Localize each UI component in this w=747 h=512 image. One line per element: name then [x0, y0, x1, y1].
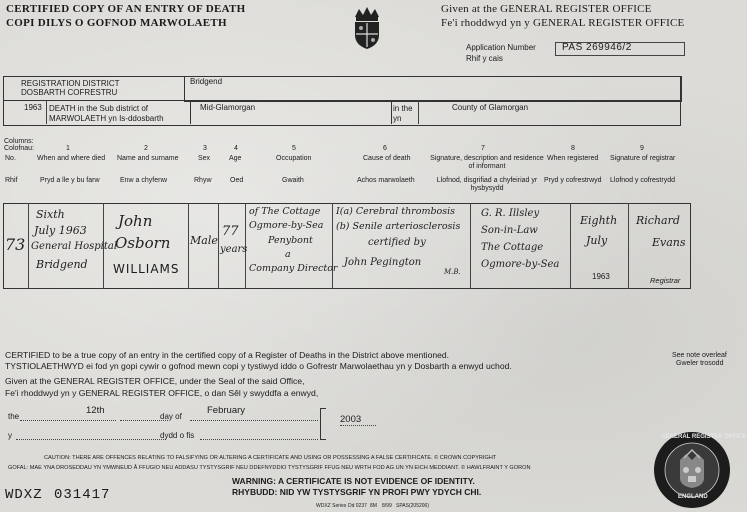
col-7-header-cy: Llofnod, disgrifiad a chyfeiriad yr hysbysydd — [436, 177, 538, 192]
title-english: CERTIFIED COPY OF AN ENTRY OF DEATH — [6, 3, 246, 15]
office-english: Given at the GENERAL REGISTER OFFICE — [441, 3, 652, 15]
warning-english: WARNING: A CERTIFICATE IS NOT EVIDENCE OF IDENTITY. — [232, 476, 475, 486]
entry-middle-name: Osborn — [115, 234, 171, 252]
col-1-header-en: When and where died — [37, 155, 106, 162]
col-8-header-cy: Pryd y cofrestrwyd — [544, 177, 602, 184]
col-5-number: 5 — [292, 145, 296, 152]
entry-cause-line2: (b) Senile arteriosclerosis — [336, 221, 461, 232]
divider — [46, 101, 47, 124]
title-welsh: COPI DILYS O GOFNOD MARWOLAETH — [6, 17, 227, 29]
divider — [332, 203, 333, 289]
entry-age: 77 — [222, 224, 239, 239]
serial-prefix: WDXZ — [5, 487, 43, 503]
divider — [470, 203, 471, 289]
col-5-header-cy: Gwaith — [282, 177, 304, 184]
entry-surname: WILLIAMS — [113, 262, 180, 276]
entry-informant-line1: G. R. Illsley — [481, 208, 540, 219]
series-code: WDXZ Series — [316, 503, 347, 509]
y-label: y — [8, 431, 12, 440]
entry-registered-line3: 1963 — [592, 272, 610, 281]
certified-welsh: TYSTIOLAETHWYD ei fod yn gopi cywir o gofnod mewn copi y tystiwyd iddo o Gofrestr Marwolaethau yn y Dosbarth a enwyd uchod. — [5, 361, 512, 371]
divider — [188, 203, 189, 289]
no-header-cy: Rhif — [5, 177, 18, 184]
seal-statement-cy: Fe'i rhoddwyd yn y GENERAL REGISTER OFFICE, o dan Sêl y swyddfa a enwyd, — [5, 388, 319, 398]
col-5-header-en: Occupation — [276, 155, 312, 162]
app-number-label-en: Application Number — [466, 43, 536, 52]
in-the-label-en: in the — [393, 104, 413, 113]
district-value-box — [184, 76, 682, 102]
county-value: County of Glamorgan — [452, 103, 529, 112]
caution-welsh: GOFAL: MAE YNA DROSEDDAU YN YMWNEUD Â FFUGIO NEU ADDASU TYSTYSGRIF NEU DDEFNYDDIO TYSTYSGRIF FFUG NEU WRTH FOD AG UN YN EICH MEDDIANT. © HAWLFRAINT Y GORON — [8, 465, 531, 471]
subdistrict-value: Mid-Glamorgan — [200, 103, 256, 112]
caution-english: CAUTION: THERE ARE OFFENCES RELATING TO FALSIFYING OR ALTERING A CERTIFICATE AND USING OR POSSESSING A FALSE CERTIFICATE. © CROWN COPYRIGHT — [44, 455, 497, 461]
office-welsh: Fe'i rhoddwyd yn y GENERAL REGISTER OFFICE — [441, 17, 685, 29]
app-number: PAS 269946/2 — [562, 42, 632, 53]
seal-statement-en: Given at the GENERAL REGISTER OFFICE, under the Seal of the said Office, — [5, 376, 305, 386]
certified-english: CERTIFIED to be a true copy of an entry in the certified copy of a Register of Deaths in the District above mentioned. — [5, 350, 450, 360]
dotted-line — [16, 439, 166, 441]
col-8-header-en: When registered — [547, 155, 599, 162]
dydd-label: dydd o fis — [160, 431, 195, 440]
warning-welsh: RHYBUDD: NID YW TYSTYSGRIF YN PROFI PWY YDYCH CHI. — [232, 487, 482, 497]
cert-year: 2003 — [340, 414, 362, 425]
col-6-number: 6 — [383, 145, 387, 152]
entry-occupation-line4: a — [285, 249, 291, 260]
dotted-line — [190, 420, 318, 422]
entry-cause-line5: M.B. — [444, 268, 461, 276]
col-9-header-cy: Llofnod y cofrestrydd — [610, 177, 675, 184]
col-7-header-en: Signature, description and residence of informant — [430, 155, 544, 170]
divider — [418, 101, 419, 124]
columns-label-en: Columns: — [4, 138, 34, 145]
entry-registrar-title: Registrar — [650, 276, 681, 285]
the-label: the — [8, 412, 20, 421]
entry-cause-line1: I(a) Cerebral thrombosis — [336, 206, 456, 217]
divider — [628, 203, 629, 289]
day-of-label: day of — [160, 412, 182, 421]
col-1-number: 1 — [66, 145, 70, 152]
entry-occupation-line3: Penybont — [268, 235, 313, 246]
entry-when-line1: Sixth — [36, 208, 65, 221]
col-2-header-cy: Enw a chyfenw — [120, 177, 168, 184]
divider — [218, 203, 219, 289]
col-2-number: 2 — [144, 145, 148, 152]
col-6-header-cy: Achos marwolaeth — [357, 177, 415, 184]
entry-forename: John — [118, 212, 153, 230]
entry-informant-line2: Son-in-Law — [481, 225, 538, 236]
entry-registered-line2: July — [586, 234, 608, 247]
col-3-header-cy: Rhyw — [194, 177, 212, 184]
entry-occupation-line5: Company Director — [249, 263, 338, 274]
cert-day: 12th — [86, 405, 105, 416]
entry-informant-line4: Ogmore-by-Sea — [481, 259, 560, 270]
entry-registrar-line1: Richard — [636, 214, 680, 227]
entry-when-line4: Bridgend — [36, 258, 88, 271]
col-3-header-en: Sex — [198, 155, 211, 162]
col-9-header-en: Signature of registrar — [610, 155, 676, 162]
no-header-en: No. — [5, 155, 16, 162]
entry-occupation-line1: of The Cottage — [249, 206, 321, 217]
app-number-label-cy: Rhif y cais — [466, 54, 503, 63]
cert-month: February — [207, 405, 246, 416]
col-1-header-cy: Pryd a lle y bu farw — [40, 177, 100, 184]
entry-occupation-line2: Ogmore-by-Sea — [249, 220, 324, 231]
year-bracket — [320, 408, 326, 440]
col-8-number: 8 — [571, 145, 575, 152]
entry-registrar-line2: Evans — [652, 236, 686, 249]
col-2-header-en: Name and surname — [117, 155, 179, 162]
col-3-number: 3 — [203, 145, 207, 152]
entry-sex: Male — [190, 234, 218, 247]
overleaf-note-en: See note overleaf — [672, 352, 727, 359]
district-label-cy: DOSBARTH COFRESTRU — [21, 88, 118, 97]
entry-when-line2: July 1963 — [34, 224, 87, 237]
col-7-number: 7 — [481, 145, 485, 152]
registration-year: 1963 — [24, 103, 42, 112]
overleaf-note-cy: Gweler trosodd — [676, 360, 724, 367]
spas-code: SPAS(205206) — [396, 503, 429, 509]
in-the-label-cy: yn — [393, 114, 402, 123]
seal-text-bottom: ENGLAND — [678, 494, 708, 500]
dotted-line — [20, 420, 116, 422]
month-code: 8/99 — [382, 503, 392, 509]
subdistrict-label-en: DEATH in the Sub district of — [49, 104, 148, 113]
columns-label-cy: Colofnau: — [4, 145, 34, 152]
dotted-line — [340, 425, 376, 427]
col-4-header-en: Age — [229, 155, 242, 162]
col-4-header-cy: Oed — [230, 177, 244, 184]
district-value: Bridgend — [190, 77, 223, 86]
divider — [28, 203, 29, 289]
entry-number: 73 — [5, 235, 26, 254]
entry-registered-line1: Eighth — [580, 214, 618, 227]
form-code: Dd 0237 — [348, 503, 367, 509]
seal-text-top: GENERAL REGISTER OFFICE — [661, 434, 747, 440]
quantity-code: 8M — [370, 503, 377, 509]
entry-age-unit: years — [220, 244, 248, 255]
divider — [570, 203, 571, 289]
entry-cause-line4: John Pegington — [344, 257, 422, 268]
entry-when-line3: General Hospital — [31, 241, 118, 252]
district-label-en: REGISTRATION DISTRICT — [21, 79, 120, 88]
col-9-number: 9 — [640, 145, 644, 152]
crown-crest-icon — [347, 3, 387, 51]
entry-cause-line3: certified by — [368, 237, 426, 248]
serial-number: 031417 — [54, 487, 111, 503]
col-6-header-en: Cause of death — [363, 155, 411, 162]
dotted-line — [200, 439, 318, 441]
col-4-number: 4 — [234, 145, 238, 152]
entry-informant-line3: The Cottage — [481, 242, 544, 253]
subdistrict-label-cy: MARWOLAETH yn Is-ddosbarth — [49, 114, 164, 123]
